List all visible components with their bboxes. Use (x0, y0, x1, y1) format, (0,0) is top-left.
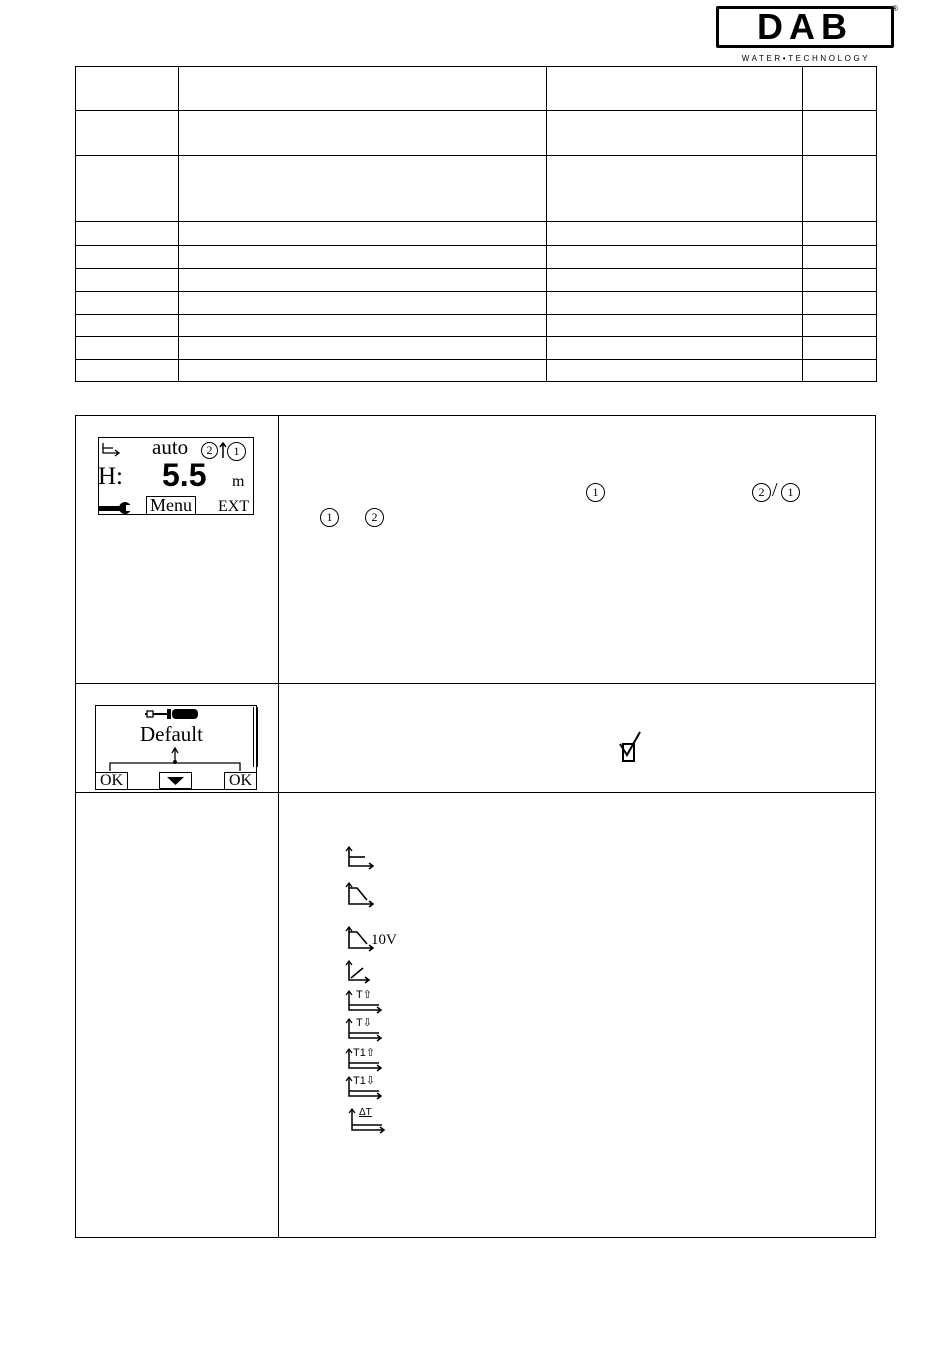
slash-symbol: / (772, 479, 778, 501)
ok-button-right[interactable]: OK (224, 772, 257, 790)
mode-suffix: 10V (371, 932, 397, 948)
lcd-default-screen (95, 705, 259, 791)
lcd-main-screen (98, 437, 254, 517)
pump-2-icon: 2 (201, 442, 218, 459)
table-row (76, 156, 877, 222)
constant-pressure-icon (101, 441, 121, 457)
logo-brand: DAB (757, 6, 853, 47)
checkmark-save-icon (618, 730, 644, 764)
proportional-pressure-icon (343, 882, 377, 910)
arrow-up-icon (219, 441, 227, 459)
down-button[interactable] (159, 772, 192, 789)
row-divider (76, 792, 875, 793)
mode-suffix: T1⇩ (353, 1075, 376, 1087)
menu-button[interactable]: Menu (146, 496, 196, 515)
table-row (76, 111, 877, 156)
table-row (76, 336, 877, 359)
mode-suffix: ΔT (359, 1107, 372, 1118)
row-divider (76, 683, 875, 684)
table-row (76, 67, 877, 111)
table-row (76, 222, 877, 245)
head-unit: m (232, 473, 245, 490)
scrollbar[interactable] (253, 707, 258, 767)
table-row (76, 245, 877, 268)
control-mode-temp-fall (343, 1016, 387, 1042)
variable-curve-icon (343, 960, 373, 986)
pump-1-icon: 1 (227, 442, 246, 461)
dab-logo (716, 6, 896, 64)
control-mode-temp-rise (343, 988, 387, 1014)
control-mode-t1-fall (343, 1074, 387, 1100)
mode-suffix: T⇧ (356, 989, 372, 1001)
control-mode-t1-rise (343, 1046, 387, 1072)
table-row (76, 268, 877, 291)
logo-tagline: WATER•TECHNOLOGY (741, 54, 871, 63)
mode-auto-label: auto (152, 435, 189, 459)
control-mode-delta-t (346, 1106, 390, 1134)
pump-2-symbol: 2 (752, 483, 771, 502)
constant-pressure-icon (343, 846, 377, 872)
table-row (76, 359, 877, 381)
screwdriver-icon (145, 707, 201, 721)
mode-suffix: T1⇧ (353, 1047, 376, 1059)
ext-label: EXT (218, 498, 250, 515)
pump-2-symbol: 2 (365, 508, 384, 527)
pump-1-symbol: 1 (320, 508, 339, 527)
ok-button-left[interactable]: OK (95, 772, 128, 790)
parameter-table (75, 66, 877, 382)
reset-connector-icon (109, 745, 243, 775)
column-divider (278, 416, 279, 1237)
triangle-down-icon (160, 773, 191, 788)
head-value: 5.5 (162, 457, 207, 493)
display-description-table (75, 415, 876, 1238)
logo-registered: ® (892, 4, 898, 13)
head-label: H: (98, 463, 123, 490)
mode-suffix: T⇩ (356, 1017, 372, 1029)
pump-1-symbol: 1 (586, 483, 605, 502)
wrench-icon (99, 501, 133, 515)
pump-1-symbol: 1 (781, 483, 800, 502)
table-row (76, 314, 877, 336)
table-row (76, 291, 877, 314)
default-title: Default (140, 722, 203, 746)
